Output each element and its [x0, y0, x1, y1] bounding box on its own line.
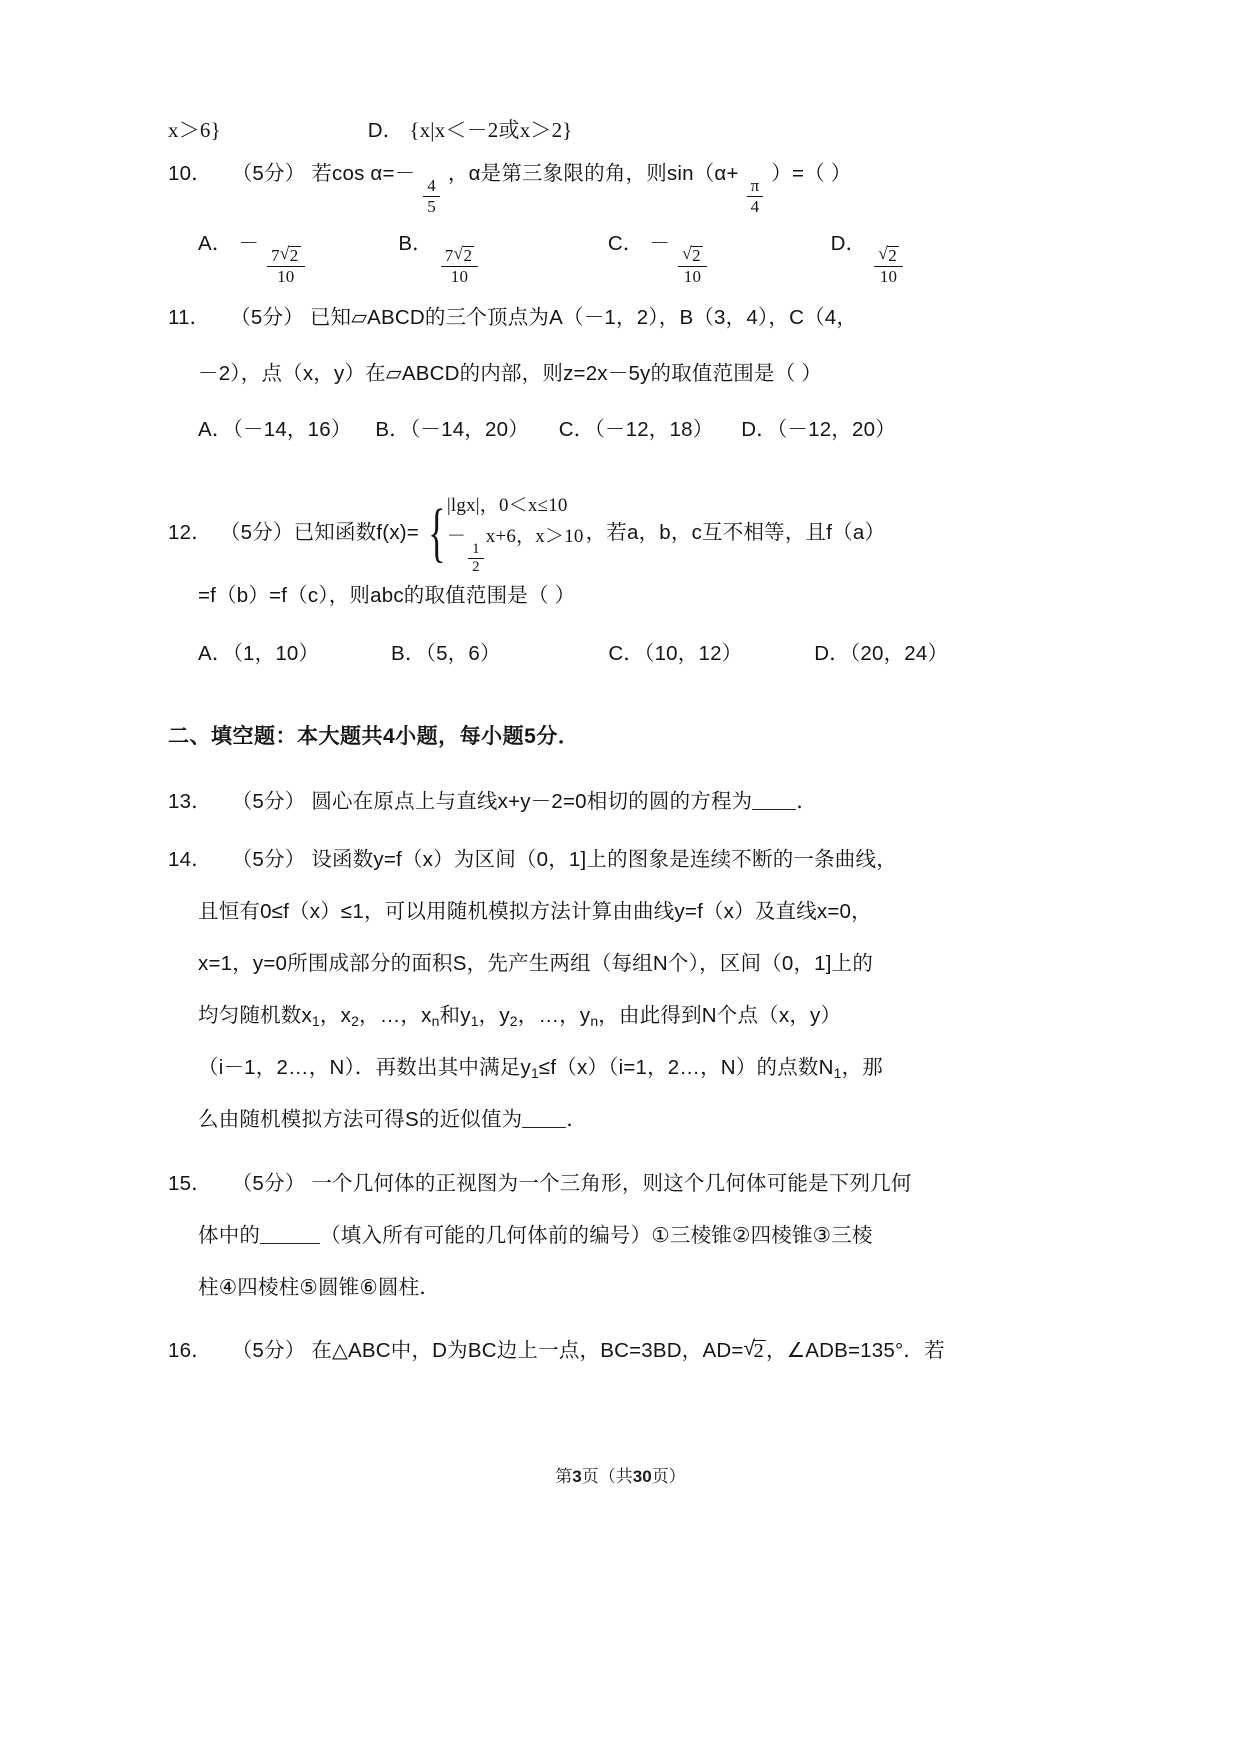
question-10-stem-part1: 若cos α=－	[311, 162, 416, 185]
question-14-answer-blank[interactable]	[522, 1127, 566, 1128]
question-10-option-b-label: B．	[398, 232, 433, 255]
question-10-number: 10．	[168, 162, 212, 185]
question-12-option-a[interactable]: A．（1，10）	[198, 642, 320, 665]
question-10-stem-part2: ，α是第三象限的角，则sin（α+	[447, 162, 739, 185]
question-12-option-c[interactable]: C．（10，12）	[608, 642, 743, 665]
question-10-fraction-pi-4: $\frac{\pi}{4}$	[747, 177, 764, 216]
footer-prefix: 第	[555, 1467, 573, 1486]
question-10-fraction-4-5: $\frac{4}{5}$	[423, 177, 440, 216]
question-10-option-b[interactable]	[398, 232, 486, 287]
question-10-option-d-fraction: √ $\frac{2}{10}$	[874, 246, 903, 286]
question-10-option-c-fraction: √ $\frac{2}{10}$	[678, 246, 707, 286]
question-12-case-2: － $\frac{1}{2}$ x+6，x＞10	[446, 526, 584, 576]
question-12-option-d[interactable]: D．（20，24）	[814, 642, 949, 665]
question-10-option-a[interactable]	[198, 232, 312, 287]
question-13: 13． （5分） 圆心在原点上与直线x+y－2=0相切的圆的方程为 ．	[168, 790, 818, 813]
question-15-line3: 柱④四棱柱⑤圆锥⑥圆柱．	[198, 1276, 441, 1299]
question-10-option-c-sign: －	[649, 232, 671, 255]
question-11-option-d[interactable]: D．（－12，20）	[741, 418, 896, 441]
question-10-option-d-label: D．	[830, 232, 867, 255]
question-10-option-d[interactable]	[830, 232, 905, 287]
question-11-stem-line1	[168, 308, 958, 364]
question-12-number: 12．	[168, 520, 212, 544]
question-16-points: （5分）	[231, 1339, 306, 1362]
question-15-line1: 15． （5分） 一个几何体的正视图为一个三角形，则这个几何体可能是下列几何	[168, 1172, 912, 1195]
question-11-option-b[interactable]: B．（－14，20）	[375, 418, 529, 441]
question-12-stem-suffix: ，若a，b，c互不相等，且f（a）	[585, 520, 886, 544]
carryover-line	[168, 120, 958, 164]
question-10-options	[168, 234, 958, 308]
page-footer	[0, 1462, 1241, 1487]
footer-suffix: 页）	[651, 1467, 686, 1486]
question-15-answer-blank[interactable]	[260, 1243, 320, 1244]
question-10-points: （5分）	[231, 162, 306, 185]
question-14-number: 14．	[168, 848, 212, 871]
question-11-option-c[interactable]: C．（－12，18）	[558, 418, 714, 441]
question-12-case-1: |lgx|，0＜x≤10	[446, 494, 568, 516]
carryover-option-d-text: {x|x＜－2或x＞2}	[409, 118, 573, 142]
question-11-line1: 已知▱ABCD的三个顶点为A（－1，2），B（3，4），C（4，	[309, 306, 858, 329]
carryover-left-fragment: x＞6}	[168, 118, 221, 142]
footer-page-number: 3	[572, 1467, 582, 1486]
question-13-points: （5分）	[231, 790, 306, 813]
question-14-line6: 么由随机模拟方法可得S的近似值为 ．	[198, 1108, 588, 1131]
carryover-option-d-label: D．	[367, 119, 404, 142]
question-12-piecewise	[421, 490, 584, 576]
footer-total-pages: 30	[632, 1467, 652, 1486]
question-14-line2: 且恒有0≤f（x）≤1，可以用随机模拟方法计算由曲线y=f（x）及直线x=0，	[198, 900, 872, 923]
question-12-options	[168, 644, 958, 726]
question-14-line3: x=1，y=0所围成部分的面积S，先产生两组（每组N个），区间（0，1]上的	[198, 952, 874, 975]
question-11-points: （5分）	[230, 306, 304, 329]
question-11-option-a[interactable]: A．（－14，16）	[198, 418, 352, 441]
question-11-number: 11．	[168, 306, 211, 329]
question-12-case2-fraction: $\frac{1}{2}$	[468, 542, 484, 577]
question-16-number: 16．	[168, 1339, 212, 1362]
question-10-option-c[interactable]	[607, 232, 715, 287]
question-13-number: 13．	[168, 790, 212, 813]
left-brace-icon: {	[428, 495, 446, 569]
question-12-stem-prefix: 已知函数f(x)=	[293, 520, 419, 544]
question-16: 16． （5分） 在△ABC中，D为BC边上一点，BC=3BD，AD= √ 2，∠ADB=135°．若	[168, 1340, 958, 1392]
question-10-stem	[168, 164, 958, 234]
question-13-answer-blank[interactable]	[752, 809, 796, 810]
question-15-points: （5分）	[231, 1172, 306, 1195]
question-10-option-a-label: A．	[198, 232, 233, 255]
question-16-sqrt-2: √ 2	[744, 1340, 766, 1362]
question-12-option-b[interactable]: B．（5，6）	[391, 642, 501, 665]
question-10-stem-part3: ）=（ ）	[771, 162, 852, 185]
question-15-number: 15．	[168, 1172, 212, 1195]
question-14-line4: 均匀随机数$x_1$，$x_2$，…，$x_n$和$y_1$，$y_2$，…，$y_n$，由此得到N个点（x，y）	[198, 1004, 842, 1030]
question-10-option-b-fraction: $\frac{7 √ 2}{10}$	[441, 246, 478, 286]
question-12-stem-line1	[168, 480, 958, 586]
question-12-stem-line2: =f（b）=f（c），则abc的取值范围是（ ）	[198, 584, 576, 607]
question-14-line5: （i－1，2…，N）．再数出其中满足$y_1\le f(x)(i=1$，2…，N）的点数$N_1$，那	[198, 1056, 883, 1082]
section-two-heading: 二、填空题：本大题共4小题，每小题5分．	[168, 725, 580, 748]
question-10-option-c-label: C．	[607, 232, 644, 255]
question-14-line1: 14． （5分） 设函数y=f（x）为区间（0，1]上的图象是连续不断的一条曲线，	[168, 848, 897, 871]
page-content	[168, 120, 958, 1392]
question-11-stem-line2: －2），点（x，y）在▱ABCD的内部，则z=2x－5y的取值范围是（ ）	[198, 362, 822, 385]
question-10-option-a-sign: －	[238, 232, 260, 255]
footer-middle: 页（共	[581, 1467, 633, 1486]
question-12-points: （5分）	[219, 520, 294, 544]
question-15-line2: 体中的 （填入所有可能的几何体前的编号）①三棱锥②四棱锥③三棱	[198, 1224, 873, 1247]
question-11-options	[168, 420, 958, 480]
question-10-option-a-fraction: $\frac{7 √ 2}{10}$	[267, 246, 304, 286]
question-13-text: 圆心在原点上与直线x+y－2=0相切的圆的方程为	[311, 790, 753, 813]
question-14-points: （5分）	[231, 848, 306, 871]
